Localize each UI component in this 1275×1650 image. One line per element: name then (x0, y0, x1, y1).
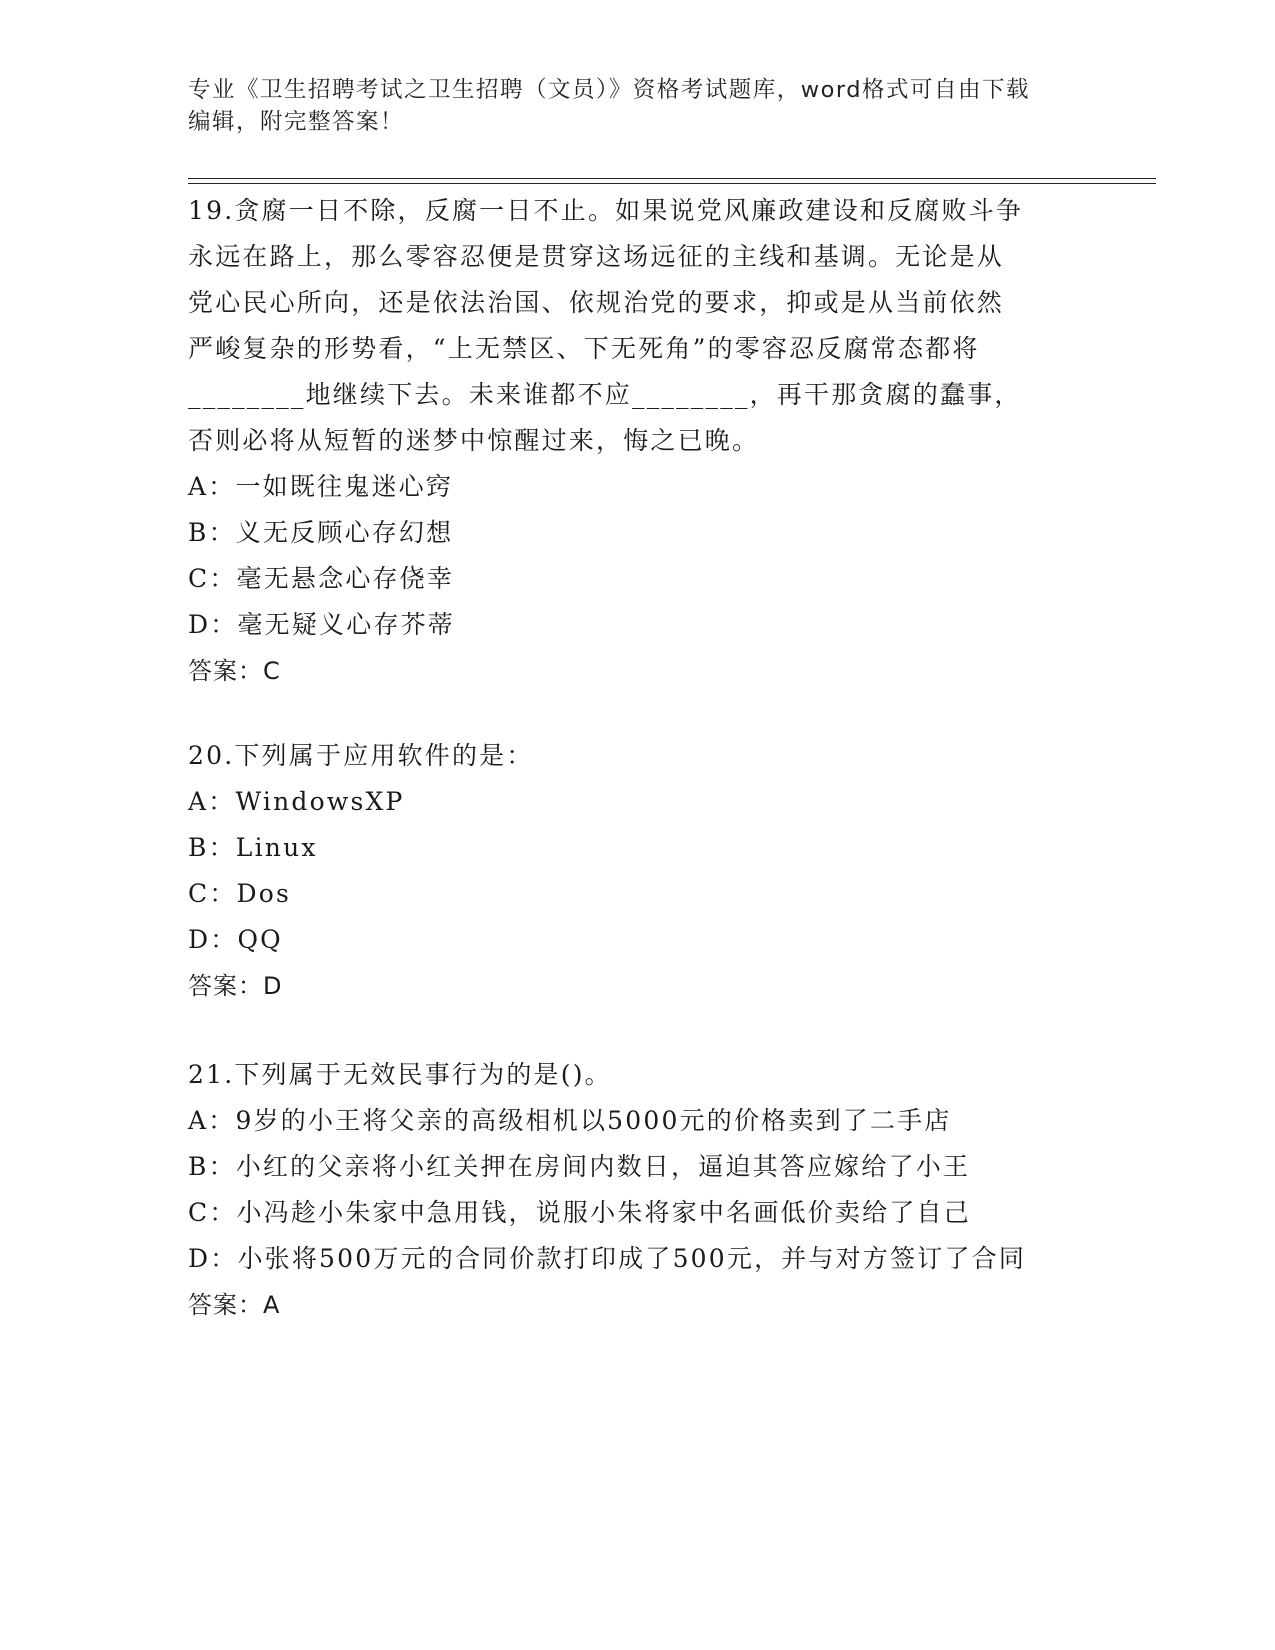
option-a: A：WindowsXP (188, 787, 405, 816)
option-b: B：小红的父亲将小红关押在房间内数日，逼迫其答应嫁给了小王 (188, 1152, 971, 1181)
header-divider-top (188, 178, 1156, 179)
question-20 (188, 733, 1088, 1009)
option-d: D：毫无疑义心存芥蒂 (188, 610, 456, 639)
question-line: 永远在路上，那么零容忍便是贯穿这场远征的主线和基调。无论是从 (188, 242, 1005, 271)
option-c: C：小冯趁小朱家中急用钱，说服小朱将家中名画低价卖给了自己 (188, 1198, 971, 1227)
header-divider-bottom (188, 183, 1156, 184)
header-line-2: 编辑，附完整答案！ (188, 109, 405, 135)
document-header (188, 74, 1068, 138)
option-d: D：小张将500万元的合同价款打印成了500元，并与对方签订了合同 (188, 1244, 1027, 1273)
answer-line: 答案：D (188, 972, 283, 1000)
question-line: 党心民心所向，还是依法治国、依规治党的要求，抑或是从当前依然 (188, 288, 1005, 317)
answer-line: 答案：C (188, 657, 281, 685)
question-line: ________地继续下去。未来谁都不应________，再干那贪腐的蠢事， (188, 380, 1022, 409)
option-c: C：Dos (188, 879, 292, 908)
question-line: 19.贪腐一日不除，反腐一日不止。如果说党风廉政建设和反腐败斗争 (188, 196, 1024, 225)
question-19 (188, 188, 1088, 694)
question-21 (188, 1052, 1088, 1328)
option-d: D：QQ (188, 925, 283, 954)
option-b: B：Linux (188, 833, 318, 862)
answer-line: 答案：A (188, 1291, 281, 1319)
option-a: A：一如既往鬼迷心窍 (188, 472, 454, 501)
question-line: 否则必将从短暂的迷梦中惊醒过来，悔之已晚。 (188, 426, 760, 455)
header-line-1: 专业《卫生招聘考试之卫生招聘（文员）》资格考试题库，word格式可自由下载 (188, 77, 1031, 103)
question-line: 21.下列属于无效民事行为的是()。 (188, 1060, 612, 1089)
option-b: B：义无反顾心存幻想 (188, 518, 454, 547)
question-line: 严峻复杂的形势看，“上无禁区、下无死角”的零容忍反腐常态都将 (188, 334, 980, 363)
question-line: 20.下列属于应用软件的是： (188, 741, 534, 770)
option-a: A：9岁的小王将父亲的高级相机以5000元的价格卖到了二手店 (188, 1106, 952, 1135)
option-c: C：毫无悬念心存侥幸 (188, 564, 455, 593)
